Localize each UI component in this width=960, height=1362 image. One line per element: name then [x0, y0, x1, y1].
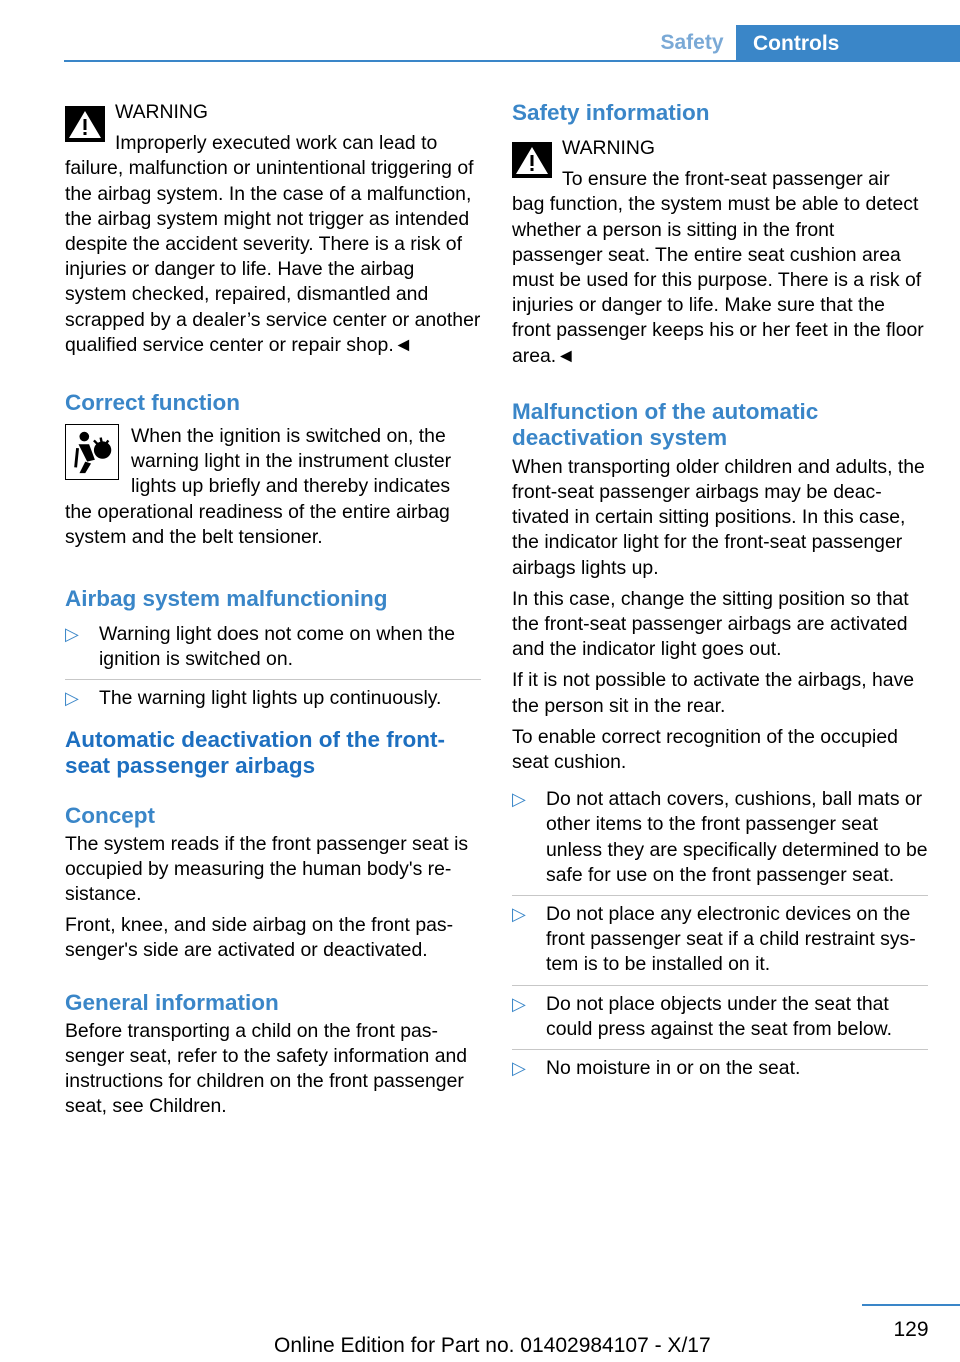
concept-text-1: The system reads if the front passenger seat is occupied by measuring the human body's resistance. — [65, 832, 469, 906]
warning-text: failure, malfunction or unintentional triggering of the airbag system. In the case of a malfunction, the airbag system might not trigger as intended despite the accident severity. There is a risk of injuries or danger to life. Have the airbag system checked, repaired, dismantled and scrapped by a dealer’s service center or another qualified service center or repair shop.◄ — [65, 157, 481, 356]
heading-correct-function: Correct function — [65, 390, 241, 416]
warning-block — [65, 100, 481, 358]
recognition-list — [512, 781, 928, 1088]
triangle-bullet-icon: ▷ — [65, 624, 79, 645]
list-item: ▷ The warning light lights up continuously. — [65, 680, 481, 718]
malfunction-list — [65, 616, 481, 719]
warning-first-line: To ensure the front-seat passenger air — [562, 168, 890, 191]
correct-function-row — [65, 424, 481, 500]
concept-text-2: Front, knee, and side airbag on the front passenger's side are activated or deactivated. — [65, 914, 454, 962]
warning-triangle-icon — [65, 106, 105, 142]
page-number: 129 — [893, 1318, 929, 1341]
general-text: Before transporting a child on the front passenger seat, refer to the safety information and instructions for children on the front passenger seat, see Children. — [65, 1019, 468, 1118]
paragraph-3: If it is not possible to activate the airbags, have the person sit in the rear. — [512, 669, 915, 717]
paragraph-4: To enable correct recognition of the occupied seat cushion. — [512, 725, 898, 774]
warning-title: WARNING — [115, 101, 208, 123]
list-item: ▷ No moisture in or on the seat. — [512, 1050, 928, 1088]
list-item: ▷ Do not place objects under the seat that could press against the seat from below. — [512, 986, 928, 1050]
tab-safety[interactable]: Safety — [660, 31, 724, 54]
triangle-bullet-icon: ▷ — [512, 1058, 526, 1079]
warning-block — [512, 136, 928, 369]
airbag-warning-icon — [65, 424, 119, 480]
heading-general-information: General information — [65, 989, 279, 1015]
right-column — [512, 100, 928, 1088]
triangle-bullet-icon: ▷ — [512, 993, 526, 1014]
tab-controls[interactable]: Controls — [736, 25, 960, 62]
header-rule — [64, 60, 960, 62]
warning-text: bag function, the system must be able to detect whether a person is sitting in the front passenger seat. The entire seat cushion area must be used for this purpose. There is a risk of injuries or danger to life. Make sure that the front passenger keeps his or her feet in the floor area.◄ — [512, 193, 924, 367]
edition-footer: Online Edition for Part no. 01402984107 - X/17 — [274, 1334, 711, 1357]
warning-triangle-icon — [512, 142, 552, 178]
heading-malfunction-automatic-deactivation: Malfunction of the automatic deactivation system — [512, 398, 819, 450]
heading-airbag-malfunction: Airbag system malfunctioning — [65, 586, 388, 612]
triangle-bullet-icon: ▷ — [512, 789, 526, 810]
list-item: ▷ Do not attach covers, cushions, ball mats or other items to the front passenger seat unless they are specifically determined to be safe for use on the front passenger seat. — [512, 781, 928, 896]
footer-rule — [862, 1304, 960, 1306]
paragraph-1: When transporting older children and adults, the front-seat passenger airbags may be deactivated in certain sitting positions. In this case, the indicator light for the front-seat passenger airbags lights up. — [512, 455, 925, 579]
triangle-bullet-icon: ▷ — [512, 904, 526, 925]
list-item: ▷ Do not place any electronic devices on the front passenger seat if a child restraint system is to be installed on it. — [512, 896, 928, 986]
heading-concept: Concept — [65, 802, 155, 828]
correct-function-text: the operational readiness of the entire airbag system and the belt tensioner. — [65, 500, 450, 548]
left-column — [65, 100, 481, 1125]
heading-automatic-deactivation: Automatic deactivation of the front-seat passenger airbags — [65, 726, 446, 778]
heading-safety-information: Safety information — [512, 100, 710, 125]
paragraph-2: In this case, change the sitting position so that the front-seat passenger airbags are activated and the indicator light goes out. — [512, 587, 909, 661]
correct-function-icon-text: When the ignition is switched on, the warning light in the instrument cluster lights up briefly and thereby indicates — [131, 425, 452, 498]
warning-title: WARNING — [562, 137, 655, 159]
triangle-bullet-icon: ▷ — [65, 688, 79, 709]
list-item: ▷ Warning light does not come on when the ignition is switched on. — [65, 616, 481, 680]
warning-first-line: Improperly executed work can lead to — [115, 132, 438, 155]
